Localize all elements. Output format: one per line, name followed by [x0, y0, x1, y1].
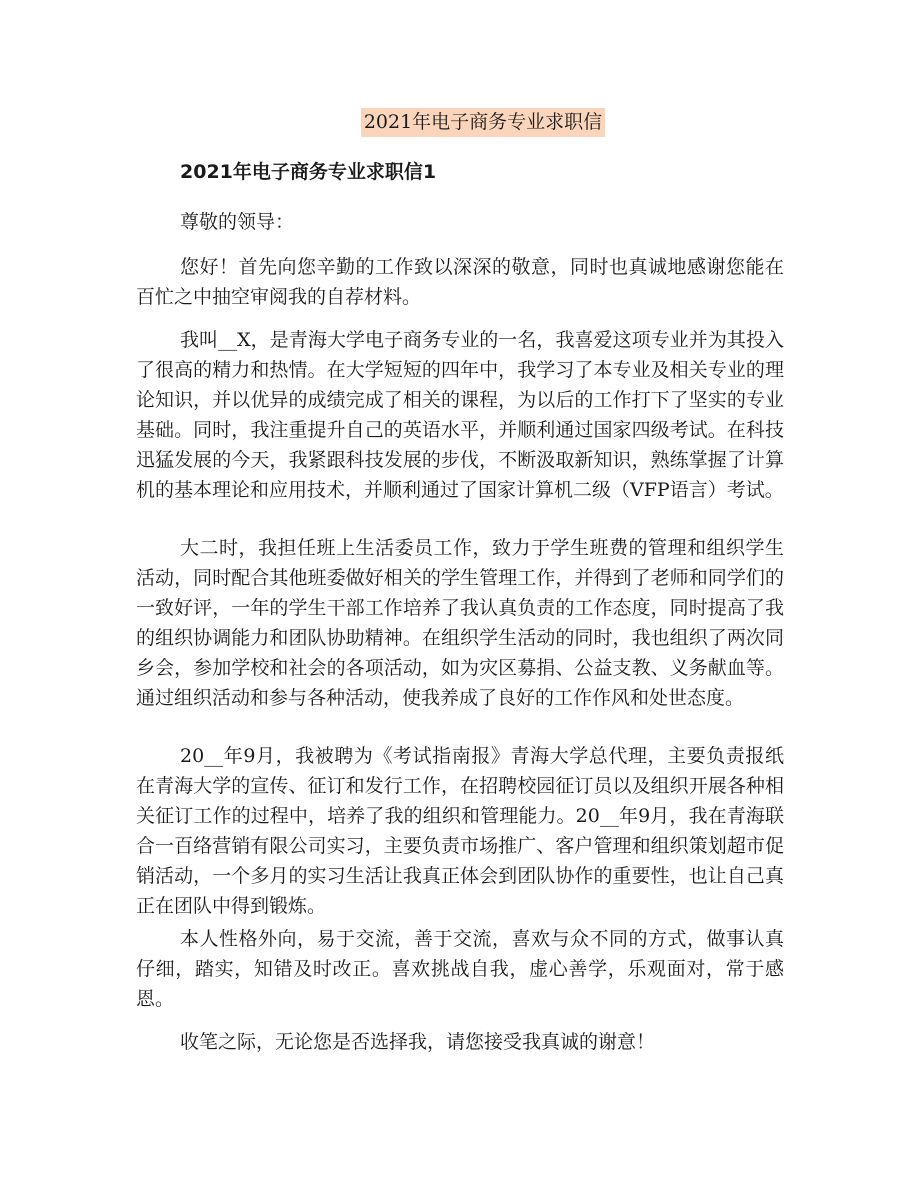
- paragraph-intro: 您好！首先向您辛勤的工作致以深深的敬意，同时也真诚地感谢您能在百忙之中抽空审阅我的自荐材料。: [136, 256, 784, 308]
- document-title: 2021年电子商务专业求职信: [361, 108, 605, 137]
- greeting: 尊敬的领导：: [180, 211, 295, 233]
- section-heading: 2021年电子商务专业求职信1: [180, 161, 437, 183]
- paragraph-student-work: 大二时，我担任班上生活委员工作，致力于学生班费的管理和组织学生活动，同时配合其他班委做好相关的学生管理工作，并得到了老师和同学们的一致好评，一年的学生干部工作培养了我认真负责的工作态度，同时提高了我的组织协调能力和团队协助精神。在组织学生活动的同时，我也组织了两次同乡会，参加学校和社会的各项活动，如为灾区募捐、公益支教、义务献血等。通过组织活动和参与各种活动，使我养成了良好的工作作风和处世态度。: [136, 537, 784, 709]
- paragraph-internship: 20__年9月，我被聘为《考试指南报》青海大学总代理，主要负责报纸在青海大学的宣传、征订和发行工作，在招聘校园征订员以及组织开展各种相关征订工作的过程中，培养了我的组织和管理能力。20__年9月，我在青海联合一百络营销有限公司实习，主要负责市场推广、客户管理和组织策划超市促销活动，一个多月的实习生活让我真正体会到团队协作的重要性，也让自己真正在团队中得到锻炼。: [136, 745, 784, 917]
- paragraph-personality: 本人性格外向，易于交流，善于交流，喜欢与众不同的方式，做事认真仔细，踏实，知错及时改正。喜欢挑战自我，虚心善学，乐观面对，常于感恩。: [136, 928, 784, 1010]
- paragraph-education: 我叫__X，是青海大学电子商务专业的一名，我喜爱这项专业并为其投入了很高的精力和热情。在大学短短的四年中，我学习了本专业及相关专业的理论知识，并以优异的成绩完成了相关的课程，为以后的工作打下了坚实的专业基础。同时，我注重提升自己的英语水平，并顺利通过国家四级考试。在科技迅猛发展的今天，我紧跟科技发展的步伐，不断汲取新知识，熟练掌握了计算机的基本理论和应用技术，并顺利通过了国家计算机二级（VFP语言）考试。: [136, 329, 784, 501]
- document-title-container: [354, 108, 612, 137]
- paragraph-closing: 收笔之际，无论您是否选择我，请您接受我真诚的谢意！: [180, 1031, 656, 1053]
